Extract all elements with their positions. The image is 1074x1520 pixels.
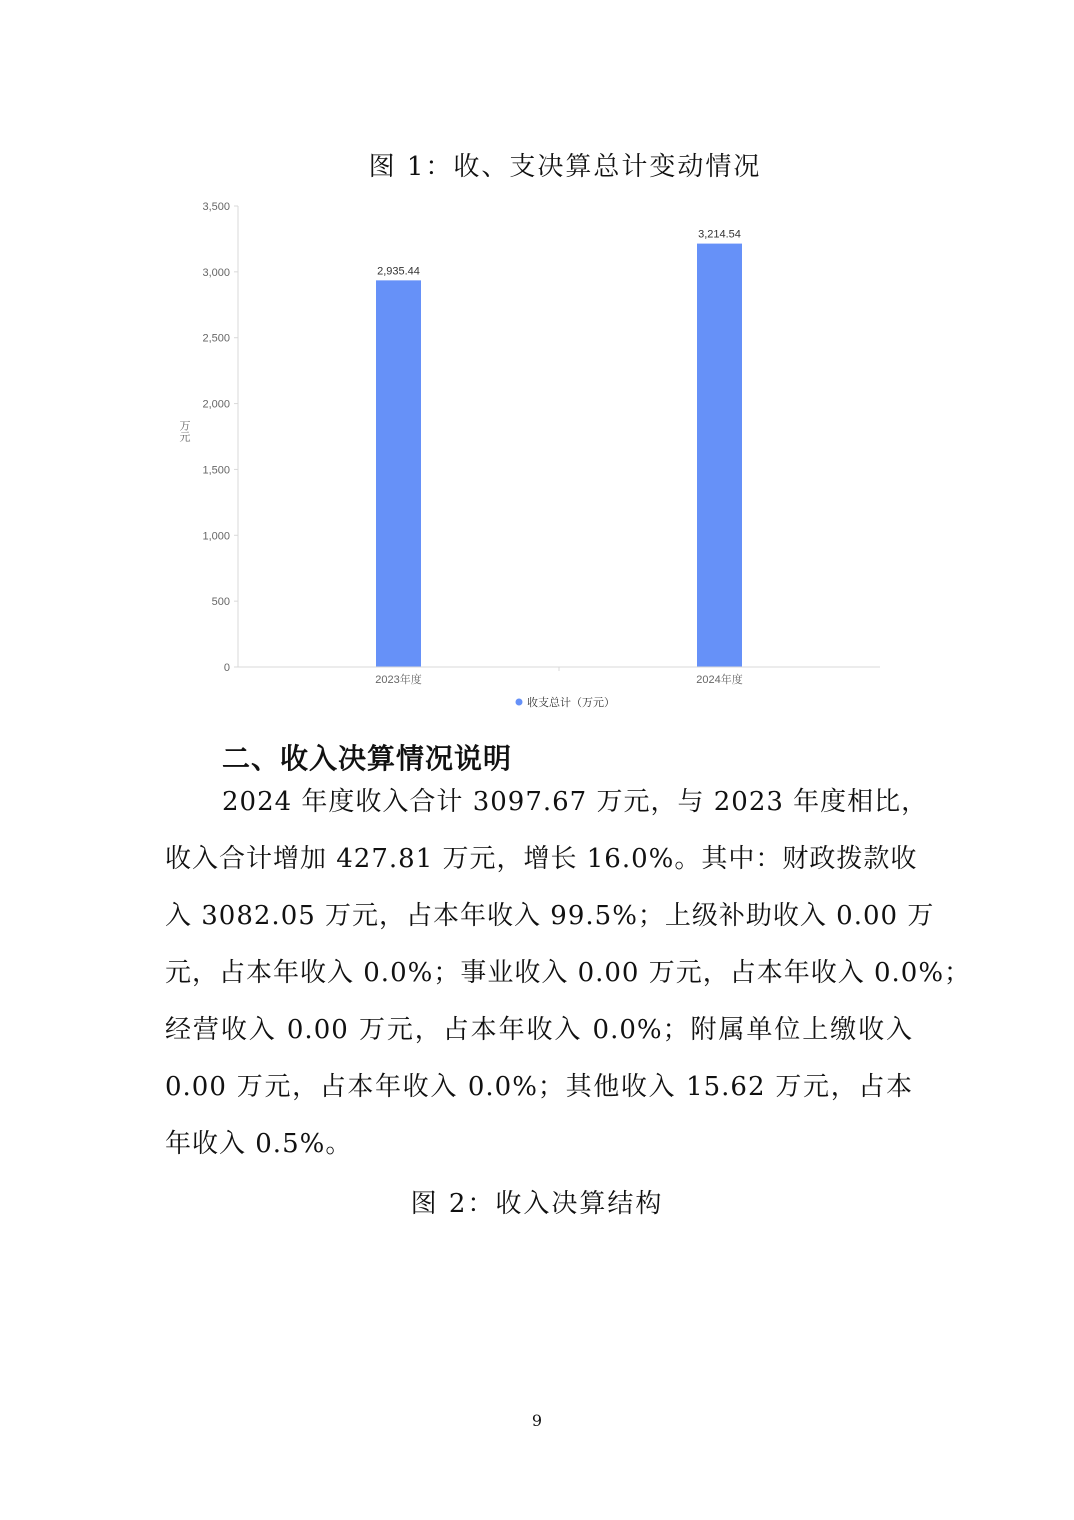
figure-1-caption: 图 1：收、支决算总计变动情况 (368, 152, 762, 182)
y-tick-label: 3,500 (202, 201, 230, 213)
paragraph-line-4: 元，占本年收入 0.0%；事业收入 0.00 万元，占本年收入 0.0%； (165, 958, 972, 988)
y-tick-label: 0 (223, 662, 230, 674)
y-tick-label: 2,500 (202, 332, 230, 345)
bars (376, 229, 742, 667)
paragraph-line-1: 2024 年度收入合计 3097.67 万元，与 2023 年度相比， (222, 787, 929, 817)
section-heading: 二、收入决算情况说明 (222, 742, 513, 775)
figure-2-caption: 图 2：收入决算结构 (410, 1189, 664, 1219)
x-tick-label: 2023年度 (375, 674, 422, 686)
bar-data-label: 2,935.44 (377, 265, 420, 278)
legend-swatch (516, 699, 523, 706)
y-tick-label: 2,000 (202, 398, 230, 411)
x-tick-label: 2024年度 (696, 674, 743, 686)
paragraph-line-6: 0.00 万元，占本年收入 0.0%；其他收入 15.62 万元，占本 (165, 1072, 913, 1102)
paragraph-line-3: 入 3082.05 万元，占本年收入 99.5%；上级补助收入 0.00 万 (165, 901, 935, 931)
paragraph-line-7: 年收入 0.5%。 (165, 1129, 353, 1159)
y-tick-label: 1,500 (202, 464, 230, 477)
y-tick-label: 500 (211, 596, 230, 609)
income-expense-bar-chart (170, 190, 900, 720)
paragraph-line-5: 经营收入 0.00 万元，占本年收入 0.0%；附属单位上缴收入 (165, 1015, 913, 1045)
bar-2023年度 (376, 280, 421, 667)
bar-data-label: 3,214.54 (698, 228, 741, 241)
x-axis (238, 667, 880, 686)
y-axis-label: 万元 (178, 420, 190, 442)
paragraph-line-2: 收入合计增加 427.81 万元，增长 16.0%。其中：财政拨款收 (165, 844, 918, 874)
y-tick-label: 1,000 (202, 530, 230, 543)
chart-legend (516, 695, 616, 709)
bar-2024年度 (697, 244, 742, 667)
legend-label: 收支总计（万元） (527, 697, 615, 709)
page-number: 9 (531, 1411, 543, 1430)
y-tick-label: 3,000 (202, 266, 230, 279)
y-axis (202, 201, 238, 674)
